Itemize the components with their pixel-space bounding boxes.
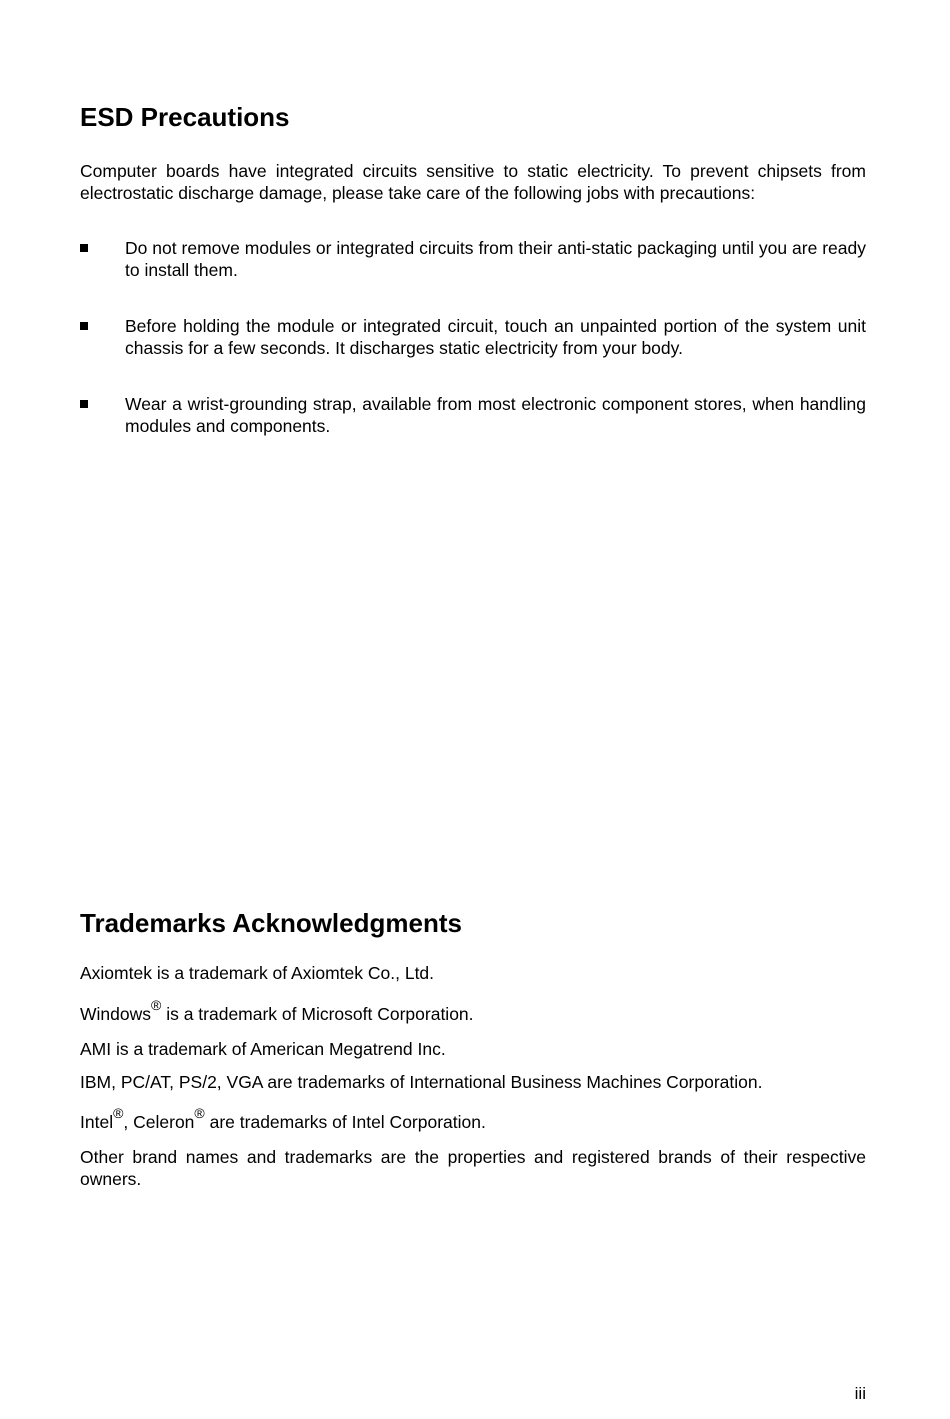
esd-bullet-text: Before holding the module or integrated circuit, touch an unpainted portion of the system unit chassis for a few seconds. It discharges static electricity from your body. [125,316,866,358]
esd-section-title: ESD Precautions [80,102,290,132]
intel-rest: are trademarks of Intel Corporation. [204,1112,486,1132]
esd-intro-paragraph: Computer boards have integrated circuits sensitive to static electricity. To prevent chipsets from electrostatic discharge damage, please take care of the following jobs with precautions: [80,161,866,203]
square-bullet-icon [80,400,88,408]
trademarks-section-title: Trademarks Acknowledgments [80,908,462,938]
trademark-ami: AMI is a trademark of American Megatrend Inc. [80,1039,446,1059]
square-bullet-icon [80,322,88,330]
trademark-intel [80,1105,866,1133]
trademark-ibm: IBM, PC/AT, PS/2, VGA are trademarks of International Business Machines Corporation. [80,1072,763,1092]
trademark-other-brands: Other brand names and trademarks are the properties and registered brands of their respective owners. [80,1147,866,1189]
intel-name: Intel [80,1112,114,1132]
registered-mark: ® [194,1105,205,1122]
registered-mark: ® [151,997,162,1014]
windows-rest: is a trademark of Microsoft Corporation. [161,1004,474,1024]
trademark-windows [80,997,866,1025]
esd-bullet-text: Wear a wrist-grounding strap, available from most electronic component stores, when handling modules and components. [125,394,866,436]
page-number: iii [854,1384,866,1403]
registered-mark: ® [113,1105,124,1122]
square-bullet-icon [80,244,88,252]
trademark-axiomtek: Axiomtek is a trademark of Axiomtek Co., Ltd. [80,963,435,983]
esd-bullet-text: Do not remove modules or integrated circuits from their anti-static packaging until you are ready to install them. [125,238,866,280]
windows-name: Windows [80,1004,151,1024]
celeron-name: , Celeron [123,1112,195,1132]
